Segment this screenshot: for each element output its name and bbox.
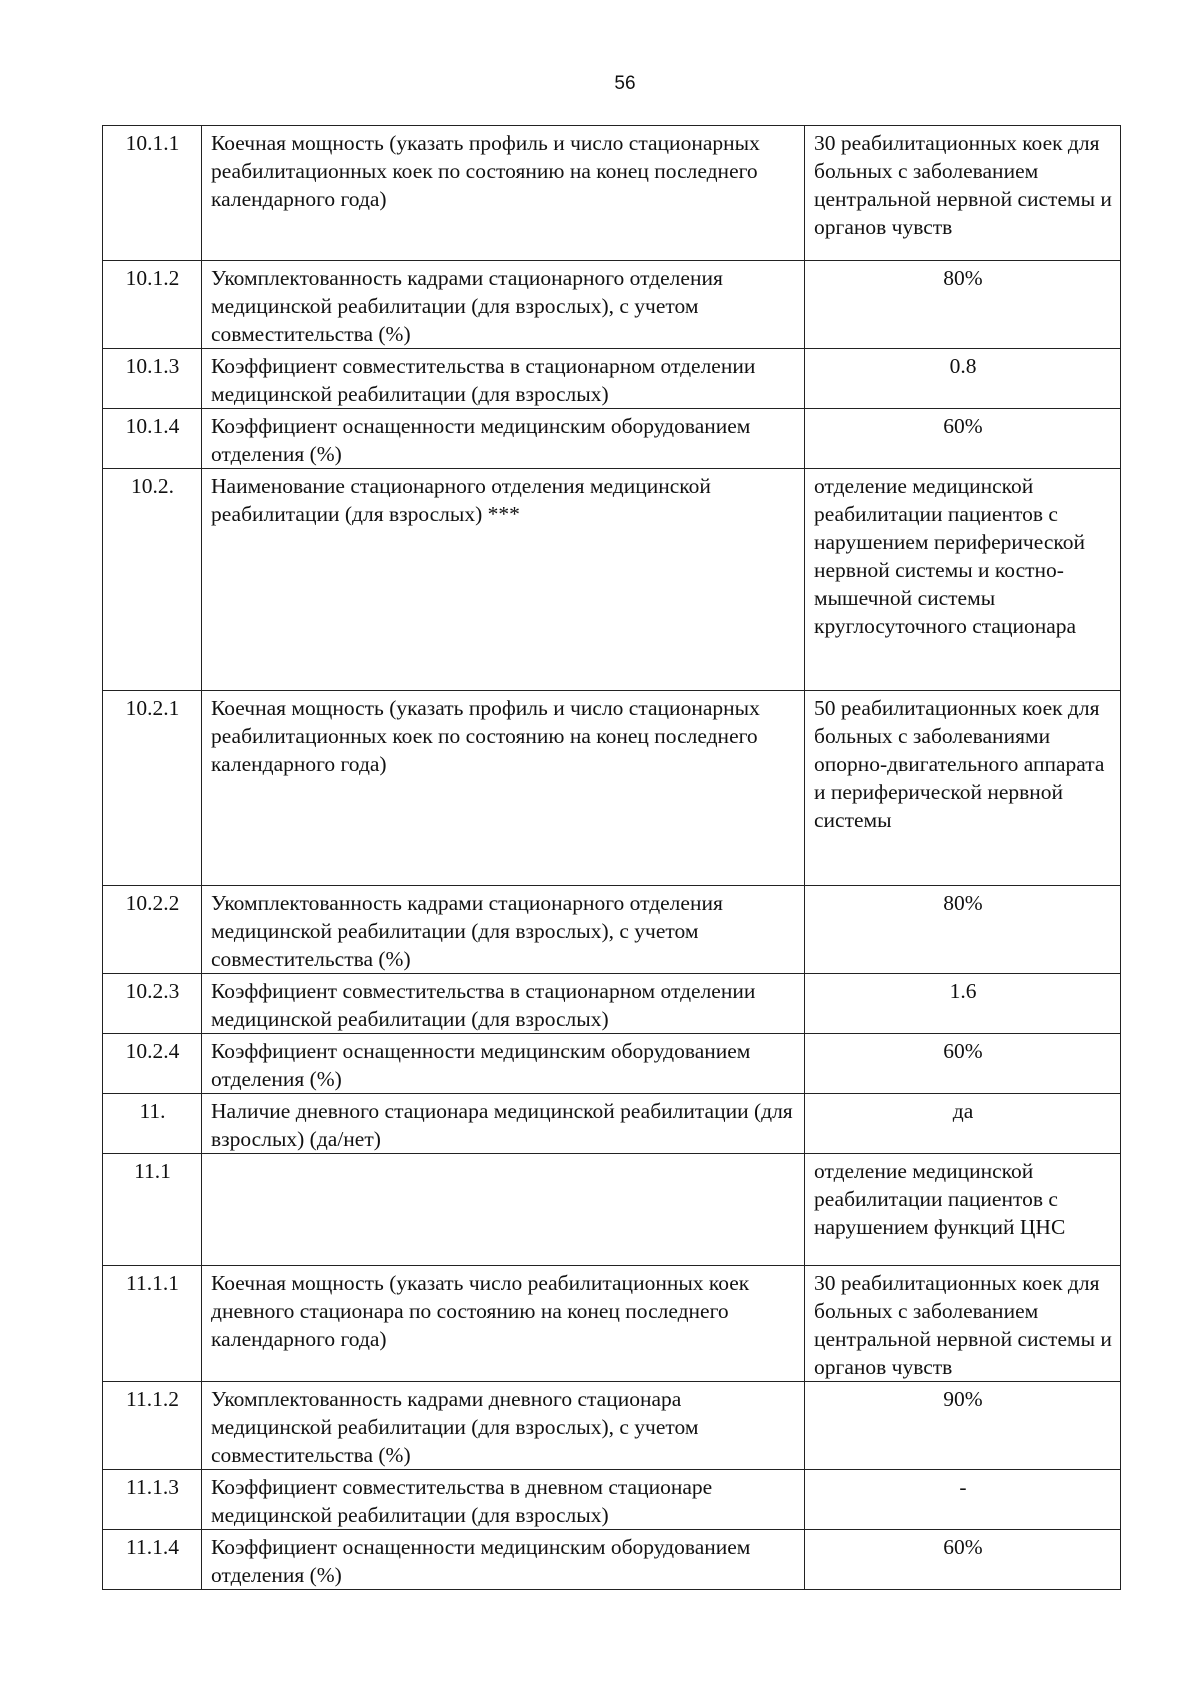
row-number: 10.2.2 [103,886,202,974]
row-number: 10.1.2 [103,261,202,349]
row-number: 11.1 [103,1154,202,1266]
row-description: Коечная мощность (указать число реабилитационных коек дневного стационара по состоянию на конец последнего календарного года) [202,1266,805,1382]
row-description [202,1154,805,1266]
row-description: Коэффициент оснащенности медицинским оборудованием отделения (%) [202,1034,805,1094]
row-number: 11. [103,1094,202,1154]
row-number: 10.2.1 [103,691,202,886]
row-value: 0.8 [805,349,1121,409]
table-row [103,1094,1121,1154]
table-row [103,469,1121,691]
row-description: Коэффициент оснащенности медицинским оборудованием отделения (%) [202,409,805,469]
row-value: 60% [805,1034,1121,1094]
table-row [103,1470,1121,1530]
table-row [103,1266,1121,1382]
row-value: отделение медицинской реабилитации пациентов с нарушением периферической нервной системы и костно-мышечной системы круглосуточного стационара [805,469,1121,691]
page-number: 56 [614,73,636,94]
row-number: 10.1.1 [103,126,202,261]
table-row [103,886,1121,974]
row-value: 50 реабилитационных коек для больных с заболеваниями опорно-двигательного аппарата и периферической нервной системы [805,691,1121,886]
row-value: - [805,1470,1121,1530]
row-value: 60% [805,1530,1121,1590]
table-row [103,409,1121,469]
row-value: 80% [805,886,1121,974]
table-row [103,261,1121,349]
row-description: Коэффициент совместительства в стационарном отделении медицинской реабилитации (для взрослых) [202,974,805,1034]
row-description: Укомплектованность кадрами стационарного отделения медицинской реабилитации (для взрослых), с учетом совместительства (%) [202,261,805,349]
row-description: Укомплектованность кадрами стационарного отделения медицинской реабилитации (для взрослых), с учетом совместительства (%) [202,886,805,974]
row-number: 10.2.4 [103,1034,202,1094]
row-value: 1.6 [805,974,1121,1034]
row-description: Укомплектованность кадрами дневного стационара медицинской реабилитации (для взрослых), с учетом совместительства (%) [202,1382,805,1470]
table-row [103,1034,1121,1094]
row-description: Наименование стационарного отделения медицинской реабилитации (для взрослых) *** [202,469,805,691]
row-description: Коэффициент совместительства в дневном стационаре медицинской реабилитации (для взрослых) [202,1470,805,1530]
table-row [103,126,1121,261]
table-row [103,349,1121,409]
row-description: Коечная мощность (указать профиль и число стационарных реабилитационных коек по состоянию на конец последнего календарного года) [202,126,805,261]
table-row [103,1154,1121,1266]
row-number: 10.1.4 [103,409,202,469]
row-number: 11.1.3 [103,1470,202,1530]
table-row [103,1382,1121,1470]
row-value: 90% [805,1382,1121,1470]
row-description: Коэффициент совместительства в стационарном отделении медицинской реабилитации (для взрослых) [202,349,805,409]
table-row [103,1530,1121,1590]
row-value: 30 реабилитационных коек для больных с заболеванием центральной нервной системы и органов чувств [805,1266,1121,1382]
row-number: 10.2.3 [103,974,202,1034]
row-number: 10.2. [103,469,202,691]
table-row [103,974,1121,1034]
row-value: 30 реабилитационных коек для больных с заболеванием центральной нервной системы и органов чувств [805,126,1121,261]
row-number: 10.1.3 [103,349,202,409]
row-value: да [805,1094,1121,1154]
report-table-body [103,126,1121,1590]
row-value: 60% [805,409,1121,469]
report-table [102,125,1121,1590]
table-row [103,691,1121,886]
row-number: 11.1.1 [103,1266,202,1382]
row-description: Коэффициент оснащенности медицинским оборудованием отделения (%) [202,1530,805,1590]
row-value: 80% [805,261,1121,349]
row-number: 11.1.2 [103,1382,202,1470]
row-number: 11.1.4 [103,1530,202,1590]
row-value: отделение медицинской реабилитации пациентов с нарушением функций ЦНС [805,1154,1121,1266]
row-description: Коечная мощность (указать профиль и число стационарных реабилитационных коек по состоянию на конец последнего календарного года) [202,691,805,886]
row-description: Наличие дневного стационара медицинской реабилитации (для взрослых) (да/нет) [202,1094,805,1154]
